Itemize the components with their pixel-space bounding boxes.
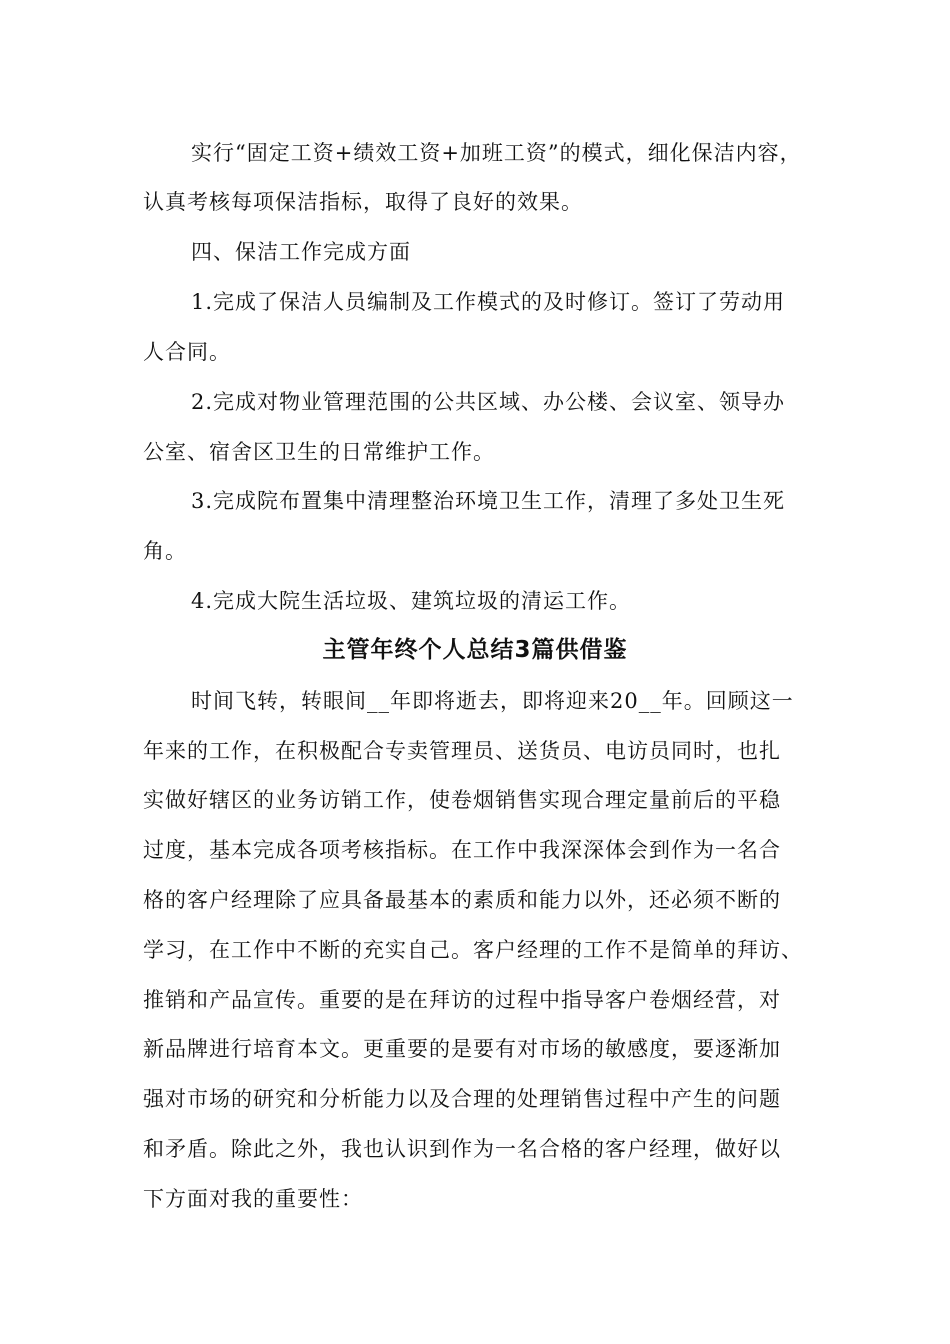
text-line: 实做好辖区的业务访销工作，使卷烟销售实现合理定量前后的平稳	[143, 788, 781, 812]
text-line: 强对市场的研究和分析能力以及合理的处理销售过程中产生的问题	[143, 1087, 781, 1111]
section-title: 主管年终个人总结3篇供借鉴	[322, 637, 628, 663]
text-line: 实行“固定工资+绩效工资+加班工资”的模式，细化保洁内容，	[191, 141, 802, 165]
text-line: 1.完成了保洁人员编制及工作模式的及时修订。签订了劳动用	[191, 290, 786, 314]
text-line: 下方面对我的重要性：	[143, 1187, 363, 1211]
text-line: 4.完成大院生活垃圾、建筑垃圾的清运工作。	[191, 589, 632, 613]
text-line: 推销和产品宣传。重要的是在拜访的过程中指导客户卷烟经营，对	[143, 988, 781, 1012]
text-line: 过度，基本完成各项考核指标。在工作中我深深体会到作为一名合	[143, 838, 781, 862]
text-line: 和矛盾。除此之外，我也认识到作为一名合格的客户经理，做好以	[143, 1137, 781, 1161]
text-line: 新品牌进行培育本文。更重要的是要有对市场的敏感度，要逐渐加	[143, 1037, 781, 1061]
text-line: 年来的工作，在积极配合专卖管理员、送货员、电访员同时，也扎	[143, 739, 781, 763]
text-line: 公室、宿舍区卫生的日常维护工作。	[143, 440, 495, 464]
text-line: 格的客户经理除了应具备最基本的素质和能力以外，还必须不断的	[143, 888, 781, 912]
text-line: 时间飞转，转眼间__年即将逝去，即将迎来20__年。回顾这一	[191, 689, 794, 713]
text-line: 学习，在工作中不断的充实自己。客户经理的工作不是简单的拜访、	[143, 938, 803, 962]
text-line: 人合同。	[143, 340, 231, 364]
text-line: 认真考核每项保洁指标，取得了良好的效果。	[143, 190, 583, 214]
text-line: 3.完成院布置集中清理整治环境卫生工作，清理了多处卫生死	[191, 489, 786, 513]
text-line: 2.完成对物业管理范围的公共区域、办公楼、会议室、领导办	[191, 390, 786, 414]
list-heading: 四、保洁工作完成方面	[191, 240, 411, 264]
text-line: 角。	[143, 539, 187, 563]
